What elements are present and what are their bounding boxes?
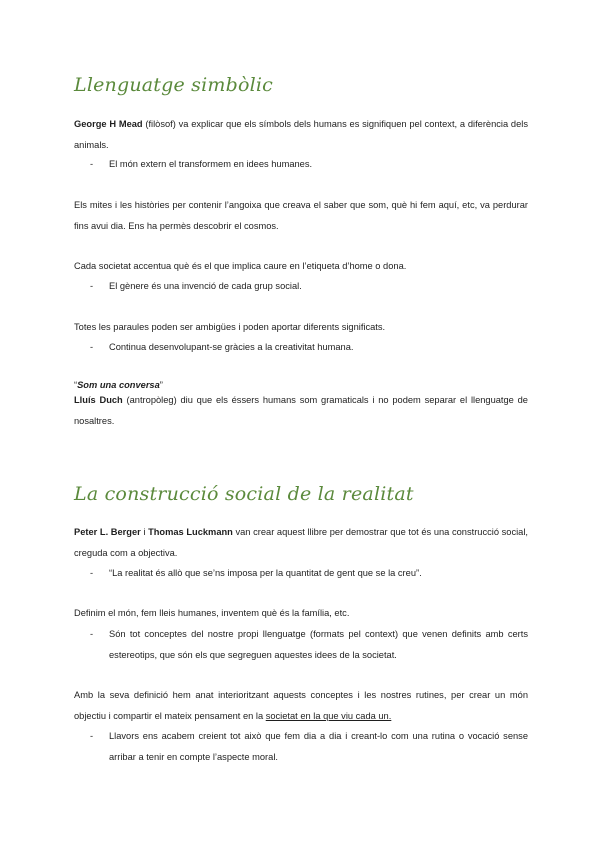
bullet-item <box>74 624 528 665</box>
bullet-dash: - <box>90 568 94 578</box>
connector-text: i <box>140 527 149 537</box>
bullet-text: “La realitat és allò que se’ns imposa per la quantitat de gent que se la creu”. <box>109 568 422 578</box>
paragraph-text: Amb la seva definició hem anat interioritzant aquests conceptes i les nostres rutines, per crear un món objectiu i compartir el mateix pensament en la <box>74 690 528 721</box>
bullet-dash: - <box>90 629 94 639</box>
bullet-dash: - <box>90 342 94 352</box>
paragraph-mead <box>74 114 528 155</box>
bullet-item <box>74 563 528 584</box>
paragraph-berger-luckmann <box>74 522 528 563</box>
quote-open: “ <box>74 380 78 390</box>
heading-construccio-social: La construcció social de la realitat <box>74 483 414 505</box>
underlined-text: societat en la que viu cada un. <box>265 710 392 721</box>
bullet-dash: - <box>90 159 94 169</box>
paragraph-societat: Cada societat accentua què és el que implica caure en l’etiqueta d’home o dona. <box>74 261 407 271</box>
author-name: Peter L. Berger <box>74 527 141 537</box>
paragraph-mites: Els mites i les històries per contenir l’angoixa que creava el saber que som, què hi fem aquí, etc, va perdurar fins avui dia. Ens ha permès descobrir el cosmos. <box>74 200 528 231</box>
author-name: George H Mead <box>74 119 143 129</box>
bullet-text: Continua desenvolupant-se gràcies a la creativitat humana. <box>109 342 354 352</box>
bullet-text: Llavors ens acabem creient tot això que fem dia a dia i creant-lo com una rutina o vocació sense arribar a tenir en compte l’aspecte moral. <box>109 731 528 762</box>
paragraph-text: (filòsof) va explicar que els símbols dels humans es signifiquen pel context, a diferència dels animals. <box>74 119 528 150</box>
paragraph-text: van crear aquest llibre per demostrar que tot és una construcció social, creguda com a objectiva. <box>74 527 528 558</box>
bullet-item <box>74 276 528 297</box>
bullet-item <box>74 726 528 767</box>
quote-close: ” <box>159 380 163 390</box>
quote-text: Som una conversa <box>77 380 160 390</box>
paragraph-definicio <box>74 685 528 726</box>
paragraph-duch <box>74 390 528 431</box>
bullet-dash: - <box>90 281 94 291</box>
bullet-text: Són tot conceptes del nostre propi llenguatge (formats pel context) que venen definits amb certs estereotips, que són els que segreguen aquestes idees de la societat. <box>109 629 528 660</box>
paragraph-definim: Definim el món, fem lleis humanes, inventem què és la família, etc. <box>74 608 350 618</box>
paragraph-text: (antropòleg) diu que els éssers humans som gramaticals i no podem separar el llenguatge de nosaltres. <box>74 395 528 426</box>
bullet-text: El gènere és una invenció de cada grup social. <box>109 281 302 291</box>
bullet-dash: - <box>90 731 94 741</box>
author-name: Lluís Duch <box>74 395 123 405</box>
author-name: Thomas Luckmann <box>148 527 233 537</box>
bullet-text: El món extern el transformem en idees humanes. <box>109 159 313 169</box>
bullet-item <box>74 154 528 175</box>
paragraph-paraules: Totes les paraules poden ser ambigües i poden aportar diferents significats. <box>74 322 386 332</box>
heading-llenguatge-simbolic: Llenguatge simbòlic <box>74 74 274 96</box>
bullet-item <box>74 337 528 358</box>
